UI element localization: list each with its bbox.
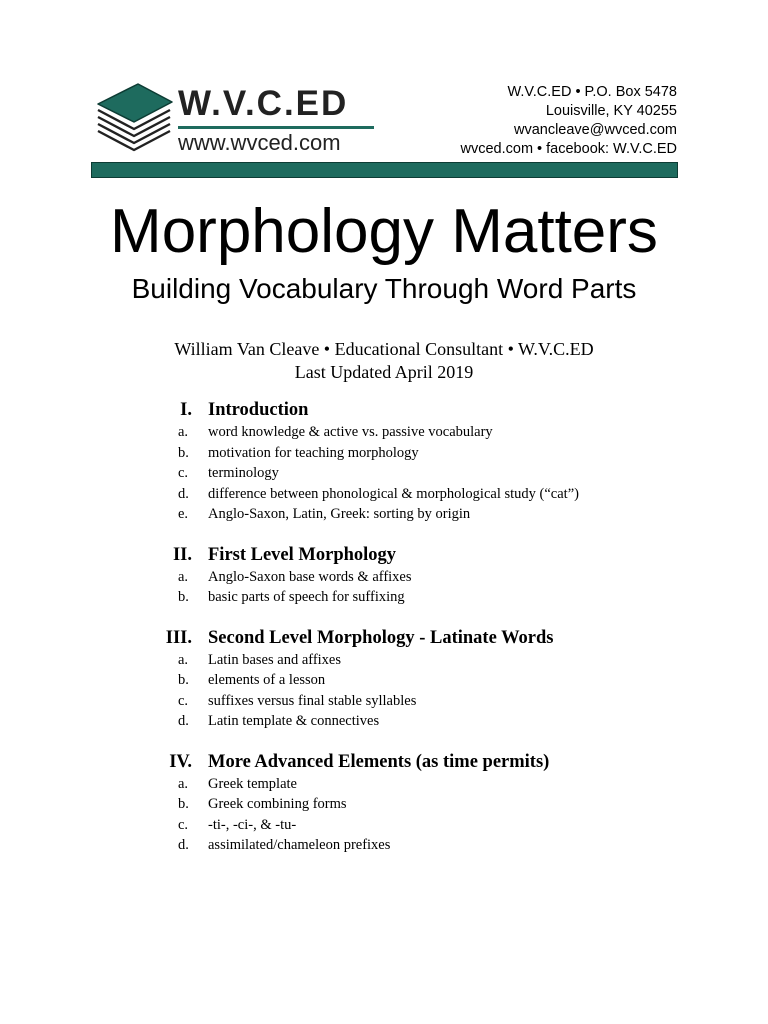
list-item [0,794,768,815]
item-text: difference between phonological & morphological study (“cat”) [208,485,579,502]
section-heading [0,543,768,567]
list-item [0,443,768,464]
section-title: Introduction [208,400,309,420]
section-heading [0,398,768,422]
item-text: elements of a lesson [208,672,326,688]
list-item [0,711,768,732]
item-text: Anglo-Saxon base words & affixes [208,568,412,585]
item-text: Anglo-Saxon, Latin, Greek: sorting by origin [208,506,471,522]
item-text: Greek template [208,775,297,792]
list-item [0,587,768,608]
outline-section [0,750,768,856]
item-letter: a. [178,775,189,792]
list-item [0,504,768,525]
item-text: Greek combining forms [208,796,347,812]
book-stack-icon [94,82,176,158]
item-text: suffixes versus final stable syllables [208,692,417,709]
list-item [0,650,768,671]
item-letter: c. [178,816,189,833]
item-letter: b. [178,796,189,812]
list-item [0,815,768,836]
list-item [0,835,768,856]
item-letter: d. [178,713,189,729]
item-letter: c. [178,692,189,709]
outline [0,398,768,874]
list-item [0,422,768,443]
item-text: motivation for teaching morphology [208,444,419,461]
section-number: II. [172,544,192,565]
list-item [0,774,768,795]
header-bar [91,162,678,178]
outline-section [0,626,768,732]
section-number: III. [165,627,192,648]
item-text: assimilated/chameleon prefixes [208,837,391,853]
item-text: -ti-, -ci-, & -tu- [208,816,297,833]
contact-line: Louisville, KY 40255 [545,103,677,119]
item-letter: a. [178,568,189,585]
item-letter: b. [178,444,189,461]
section-heading [0,626,768,650]
contact-line: W.V.C.ED • P.O. Box 5478 [507,84,677,100]
item-letter: c. [178,465,189,481]
contact-line: wvced.com • facebook: W.V.C.ED [460,141,677,157]
byline [0,338,768,384]
item-text: Latin template & connectives [208,713,380,729]
section-title: First Level Morphology [208,544,397,565]
logo-url: www.wvced.com [178,130,341,155]
author-line: William Van Cleave • Educational Consultant • W.V.C.ED [174,339,594,359]
section-number: I. [180,400,192,420]
logo-name: W.V.C.ED [178,84,349,123]
item-letter: d. [178,837,189,853]
item-letter: d. [178,485,189,502]
item-letter: b. [178,589,189,605]
item-letter: a. [178,651,189,668]
list-item [0,670,768,691]
item-text: Latin bases and affixes [208,651,342,668]
section-number: IV. [169,751,192,772]
contact-email: wvancleave@wvced.com [513,122,677,138]
item-text: word knowledge & active vs. passive vocabulary [208,424,493,440]
document-subtitle: Building Vocabulary Through Word Parts [131,273,637,304]
section-title: Second Level Morphology - Latinate Words [208,627,554,648]
document-title: Morphology Matters [110,197,658,266]
list-item [0,691,768,712]
item-letter: b. [178,672,189,688]
contact-block [461,83,678,159]
list-item [0,463,768,484]
list-item [0,484,768,505]
item-letter: a. [178,424,189,440]
logo-divider [178,126,374,129]
item-letter: e. [178,506,189,522]
item-text: terminology [208,465,279,481]
updated-line: Last Updated April 2019 [294,362,474,382]
outline-section [0,398,768,525]
company-logo [94,82,384,158]
outline-section [0,543,768,608]
section-title: More Advanced Elements (as time permits) [208,751,550,772]
item-text: basic parts of speech for suffixing [208,589,405,605]
list-item [0,567,768,588]
section-heading [0,750,768,774]
